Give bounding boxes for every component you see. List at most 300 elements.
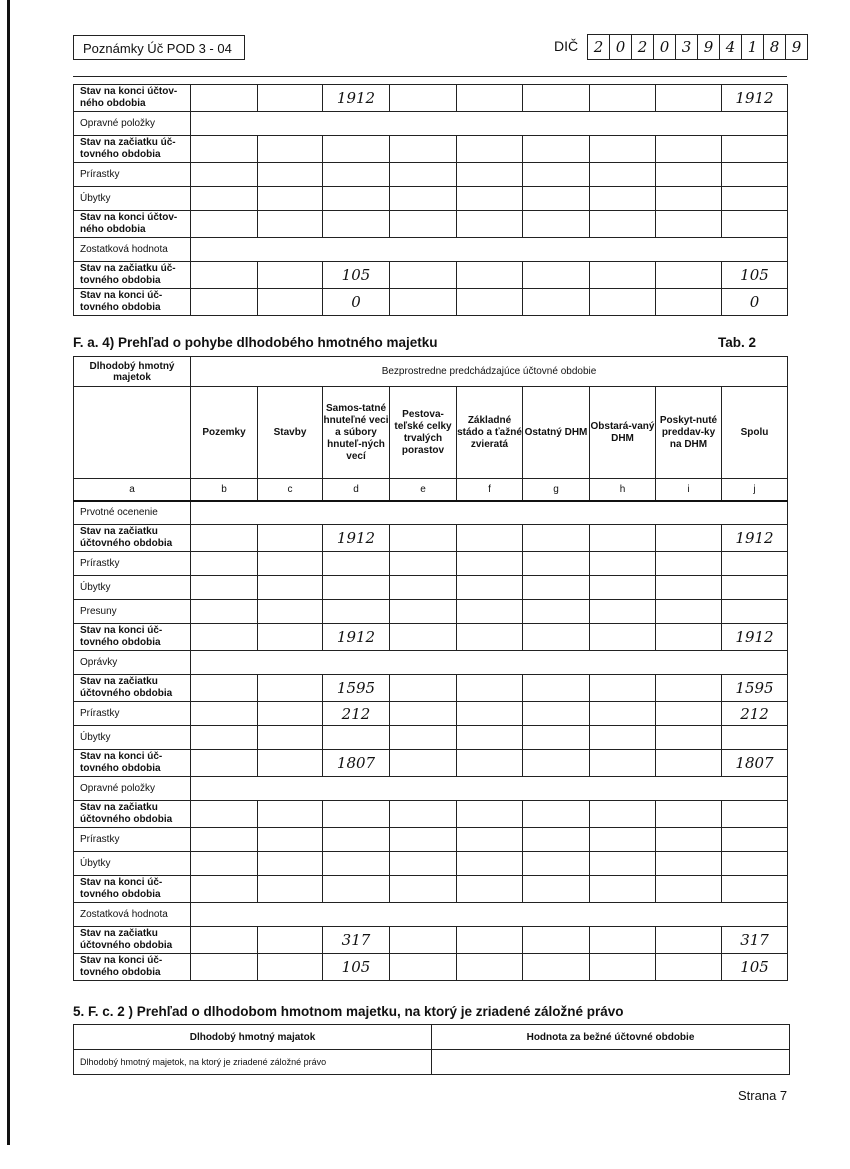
cell-f[interactable] — [457, 675, 523, 702]
row-label: Prírastky — [74, 702, 191, 726]
cell-d[interactable] — [323, 726, 390, 750]
pledge-table — [73, 1024, 790, 1075]
cell-i[interactable] — [656, 750, 722, 777]
period-header: Bezprostredne predchádzajúce účtovné obdobie — [191, 357, 788, 387]
cell-j[interactable] — [722, 552, 788, 576]
cell-i[interactable] — [656, 801, 722, 828]
span-cell — [191, 651, 788, 675]
cell-i[interactable] — [656, 525, 722, 552]
cell-e[interactable] — [390, 211, 457, 238]
row-label: Prírastky — [74, 552, 191, 576]
cell-d[interactable]: 1912 — [323, 85, 390, 112]
cell-h[interactable] — [590, 576, 656, 600]
row-label: Opravné položky — [74, 112, 191, 136]
cell-g[interactable] — [523, 163, 590, 187]
cell-d[interactable]: 1807 — [323, 750, 390, 777]
column-letter: b — [191, 479, 258, 501]
cell-j[interactable]: 1595 — [722, 675, 788, 702]
cell-g[interactable] — [523, 726, 590, 750]
table-row — [74, 828, 788, 852]
dic-digit[interactable]: 9 — [791, 38, 802, 56]
table-row — [74, 600, 788, 624]
cell-c[interactable] — [258, 187, 323, 211]
table-row — [74, 750, 788, 777]
cell-c[interactable] — [258, 702, 323, 726]
table-row — [74, 852, 788, 876]
cell-g[interactable] — [523, 828, 590, 852]
cell-d[interactable] — [323, 187, 390, 211]
table-row — [74, 525, 788, 552]
cell-c[interactable] — [258, 675, 323, 702]
cell-h[interactable] — [590, 163, 656, 187]
divider — [73, 76, 787, 77]
pledge-row-value[interactable] — [432, 1050, 790, 1075]
cell-f[interactable] — [457, 552, 523, 576]
cell-j[interactable]: 1807 — [722, 750, 788, 777]
cell-h[interactable] — [590, 750, 656, 777]
cell-c[interactable] — [258, 876, 323, 903]
cell-d[interactable] — [323, 163, 390, 187]
table-row — [74, 726, 788, 750]
cell-b[interactable] — [191, 876, 258, 903]
table-row — [74, 624, 788, 651]
span-cell — [191, 777, 788, 801]
cell-i[interactable] — [656, 702, 722, 726]
cell-g[interactable] — [523, 525, 590, 552]
cell-c[interactable] — [258, 750, 323, 777]
cell-e[interactable] — [390, 552, 457, 576]
cell-e[interactable] — [390, 876, 457, 903]
cell-h[interactable] — [590, 675, 656, 702]
cell-e[interactable] — [390, 954, 457, 981]
row-label: Stav na konci úč-tovného obdobia — [74, 750, 191, 777]
table-row — [74, 262, 788, 289]
empty-header — [74, 387, 191, 479]
table-row — [74, 702, 788, 726]
column-header: Spolu — [722, 387, 788, 479]
cell-j[interactable]: 105 — [722, 954, 788, 981]
pledge-title: 5. F. c. 2 ) Prehľad o dlhodobom hmotnom majetku, na ktorý je zriadené záložné právo — [73, 1004, 624, 1019]
continued-table — [73, 84, 788, 316]
cell-g[interactable] — [523, 675, 590, 702]
cell-e[interactable] — [390, 750, 457, 777]
cell-e[interactable] — [390, 927, 457, 954]
row-label: Prvotné ocenenie — [74, 501, 191, 525]
cell-h[interactable] — [590, 552, 656, 576]
cell-e[interactable] — [390, 525, 457, 552]
cell-c[interactable] — [258, 525, 323, 552]
cell-j[interactable] — [722, 600, 788, 624]
table-row — [74, 211, 788, 238]
cell-f[interactable] — [457, 876, 523, 903]
cell-j[interactable] — [722, 726, 788, 750]
row-label: Úbytky — [74, 187, 191, 211]
cell-b[interactable] — [191, 675, 258, 702]
dic-digit[interactable]: 0 — [610, 35, 632, 59]
cell-e[interactable] — [390, 852, 457, 876]
cell-d[interactable]: 105 — [323, 262, 390, 289]
cell-g[interactable] — [523, 187, 590, 211]
cell-b[interactable] — [191, 289, 258, 316]
table-row — [74, 876, 788, 903]
cell-f[interactable] — [457, 852, 523, 876]
cell-c[interactable] — [258, 954, 323, 981]
table-row — [74, 927, 788, 954]
cell-c[interactable] — [258, 828, 323, 852]
cell-g[interactable] — [523, 136, 590, 163]
cell-i[interactable] — [656, 675, 722, 702]
cell-c[interactable] — [258, 552, 323, 576]
table-row — [74, 801, 788, 828]
cell-h[interactable] — [590, 927, 656, 954]
cell-c[interactable] — [258, 927, 323, 954]
cell-h[interactable] — [590, 211, 656, 238]
dic-label: DIČ — [554, 38, 579, 54]
cell-f[interactable] — [457, 954, 523, 981]
table-row — [74, 576, 788, 600]
cell-g[interactable] — [523, 85, 590, 112]
cell-c[interactable] — [258, 211, 323, 238]
cell-f[interactable] — [457, 801, 523, 828]
cell-c[interactable] — [258, 136, 323, 163]
cell-h[interactable] — [590, 702, 656, 726]
cell-c[interactable] — [258, 801, 323, 828]
cell-i[interactable] — [656, 85, 722, 112]
cell-i[interactable] — [656, 211, 722, 238]
row-label: Stav na začiatku účtovného obdobia — [74, 525, 191, 552]
header-row — [74, 357, 788, 387]
column-header: Pestova-teľské celky trvalých porastov — [390, 387, 457, 479]
cell-c[interactable] — [258, 85, 323, 112]
cell-g[interactable] — [523, 852, 590, 876]
cell-e[interactable] — [390, 600, 457, 624]
cell-h[interactable] — [590, 525, 656, 552]
table-row — [74, 289, 788, 316]
cell-f[interactable] — [457, 85, 523, 112]
cell-j[interactable]: 105 — [722, 262, 788, 289]
column-header: Pozemky — [191, 387, 258, 479]
column-header: Základné stádo a ťažné zvieratá — [457, 387, 523, 479]
cell-b[interactable] — [191, 211, 258, 238]
cell-g[interactable] — [523, 954, 590, 981]
cell-d[interactable]: 1912 — [323, 525, 390, 552]
dic-digit[interactable]: 2 — [632, 35, 654, 59]
table-row — [74, 187, 788, 211]
cell-j[interactable] — [722, 187, 788, 211]
cell-g[interactable] — [523, 552, 590, 576]
cell-e[interactable] — [390, 675, 457, 702]
cell-i[interactable] — [656, 954, 722, 981]
column-header: Ostatný DHM — [523, 387, 590, 479]
cell-g[interactable] — [523, 289, 590, 316]
column-header: Stavby — [258, 387, 323, 479]
cell-e[interactable] — [390, 187, 457, 211]
cell-b[interactable] — [191, 750, 258, 777]
cell-i[interactable] — [656, 876, 722, 903]
page-number: Strana 7 — [738, 1088, 788, 1103]
cell-j[interactable] — [722, 876, 788, 903]
table-row — [74, 552, 788, 576]
cell-f[interactable] — [457, 828, 523, 852]
cell-b[interactable] — [191, 525, 258, 552]
cell-f[interactable] — [457, 600, 523, 624]
column-letter: f — [457, 479, 523, 501]
column-letter: j — [722, 479, 788, 501]
table-row — [74, 903, 788, 927]
cell-g[interactable] — [523, 262, 590, 289]
cell-c[interactable] — [258, 163, 323, 187]
cell-b[interactable] — [191, 624, 258, 651]
cell-d[interactable]: 105 — [323, 954, 390, 981]
cell-c[interactable] — [258, 726, 323, 750]
cell-h[interactable] — [590, 187, 656, 211]
cell-g[interactable] — [523, 624, 590, 651]
column-header: Poskyt-nuté preddav-ky na DHM — [656, 387, 722, 479]
cell-i[interactable] — [656, 163, 722, 187]
row-label: Opravné položky — [74, 777, 191, 801]
row-label: Stav na konci účtov-ného obdobia — [74, 211, 191, 238]
tab2-title: F. a. 4) Prehľad o pohybe dlhodobého hmotného majetku — [73, 335, 438, 350]
row-label: Stav na začiatku účtovného obdobia — [74, 927, 191, 954]
cell-i[interactable] — [656, 726, 722, 750]
row-label: Stav na začiatku úč-tovného obdobia — [74, 262, 191, 289]
cell-d[interactable] — [323, 211, 390, 238]
cell-f[interactable] — [457, 927, 523, 954]
row-label: Stav na konci úč-tovného obdobia — [74, 624, 191, 651]
cell-d[interactable] — [323, 801, 390, 828]
cell-d[interactable]: 212 — [323, 702, 390, 726]
table-row — [74, 777, 788, 801]
row-label: Prírastky — [74, 163, 191, 187]
cell-j[interactable] — [722, 163, 788, 187]
cell-d[interactable] — [323, 876, 390, 903]
cell-b[interactable] — [191, 954, 258, 981]
cell-c[interactable] — [258, 600, 323, 624]
cell-j[interactable] — [722, 828, 788, 852]
cell-j[interactable] — [722, 801, 788, 828]
cell-c[interactable] — [258, 262, 323, 289]
cell-b[interactable] — [191, 828, 258, 852]
cell-b[interactable] — [191, 600, 258, 624]
cell-h[interactable] — [590, 624, 656, 651]
cell-f[interactable] — [457, 576, 523, 600]
span-cell — [191, 501, 788, 525]
cell-d[interactable] — [323, 600, 390, 624]
cell-f[interactable] — [457, 289, 523, 316]
cell-i[interactable] — [656, 828, 722, 852]
cell-g[interactable] — [523, 927, 590, 954]
cell-j[interactable]: 1912 — [722, 525, 788, 552]
pledge-col1-header: Dlhodobý hmotný majatok — [74, 1025, 432, 1050]
cell-j[interactable] — [722, 136, 788, 163]
dic-digit[interactable]: 1 — [742, 35, 764, 59]
cell-h[interactable] — [590, 828, 656, 852]
cell-h[interactable] — [590, 600, 656, 624]
row-label: Stav na začiatku účtovného obdobia — [74, 675, 191, 702]
cell-d[interactable] — [323, 828, 390, 852]
page-edge — [7, 0, 10, 1145]
cell-i[interactable] — [656, 576, 722, 600]
cell-b[interactable] — [191, 726, 258, 750]
table-row — [74, 112, 788, 136]
column-letter: g — [523, 479, 590, 501]
cell-f[interactable] — [457, 163, 523, 187]
cell-i[interactable] — [656, 552, 722, 576]
span-cell — [191, 112, 788, 136]
cell-h[interactable] — [590, 85, 656, 112]
cell-g[interactable] — [523, 576, 590, 600]
table-row — [74, 136, 788, 163]
cell-g[interactable] — [523, 750, 590, 777]
cell-d[interactable] — [323, 552, 390, 576]
cell-d[interactable]: 1912 — [323, 624, 390, 651]
table-row — [74, 238, 788, 262]
form-title: Poznámky Úč POD 3 - 04 — [73, 35, 245, 60]
table-row — [74, 651, 788, 675]
dic-digit[interactable]: 3 — [676, 35, 698, 59]
row-label: Oprávky — [74, 651, 191, 675]
cell-d[interactable]: 317 — [323, 927, 390, 954]
tab2-table — [73, 356, 788, 981]
dic-digit[interactable]: 0 — [654, 35, 676, 59]
cell-f[interactable] — [457, 211, 523, 238]
cell-e[interactable] — [390, 136, 457, 163]
cell-c[interactable] — [258, 289, 323, 316]
column-letter: a — [74, 479, 191, 501]
dic-digit[interactable]: 2 — [588, 35, 610, 59]
table-row — [74, 501, 788, 525]
cell-e[interactable] — [390, 828, 457, 852]
cell-i[interactable] — [656, 852, 722, 876]
cell-i[interactable] — [656, 600, 722, 624]
cell-j[interactable]: 1912 — [722, 624, 788, 651]
cell-d[interactable]: 1595 — [323, 675, 390, 702]
column-letter: d — [323, 479, 390, 501]
cell-b[interactable] — [191, 801, 258, 828]
cell-b[interactable] — [191, 262, 258, 289]
row-label: Stav na začiatku úč-tovného obdobia — [74, 136, 191, 163]
column-letter: h — [590, 479, 656, 501]
tab-label: Tab. 2 — [718, 335, 757, 350]
cell-g[interactable] — [523, 801, 590, 828]
span-cell — [191, 238, 788, 262]
dic-digit[interactable]: 4 — [720, 35, 742, 59]
cell-e[interactable] — [390, 163, 457, 187]
column-header-row — [74, 387, 788, 479]
cell-b[interactable] — [191, 852, 258, 876]
cell-f[interactable] — [457, 726, 523, 750]
cell-f[interactable] — [457, 525, 523, 552]
cell-i[interactable] — [656, 927, 722, 954]
cell-f[interactable] — [457, 624, 523, 651]
cell-j[interactable] — [722, 852, 788, 876]
table-row — [74, 954, 788, 981]
cell-g[interactable] — [523, 876, 590, 903]
cell-d[interactable] — [323, 852, 390, 876]
cell-e[interactable] — [390, 262, 457, 289]
cell-b[interactable] — [191, 187, 258, 211]
cell-d[interactable]: 0 — [323, 289, 390, 316]
cell-b[interactable] — [191, 702, 258, 726]
cell-i[interactable] — [656, 289, 722, 316]
cell-h[interactable] — [590, 726, 656, 750]
cell-f[interactable] — [457, 262, 523, 289]
column-letter: e — [390, 479, 457, 501]
cell-b[interactable] — [191, 552, 258, 576]
row-label: Stav na konci úč-tovného obdobia — [74, 876, 191, 903]
cell-h[interactable] — [590, 954, 656, 981]
cell-b[interactable] — [191, 163, 258, 187]
dic-field — [587, 34, 808, 60]
row-label: Úbytky — [74, 726, 191, 750]
cell-i[interactable] — [656, 136, 722, 163]
corner-header: Dlhodobý hmotný majetok — [74, 357, 191, 387]
cell-e[interactable] — [390, 702, 457, 726]
column-letter: i — [656, 479, 722, 501]
cell-h[interactable] — [590, 289, 656, 316]
cell-d[interactable] — [323, 136, 390, 163]
row-label: Stav na konci účtov-ného obdobia — [74, 85, 191, 112]
dic-digit[interactable]: 9 — [698, 35, 720, 59]
cell-e[interactable] — [390, 289, 457, 316]
cell-j[interactable]: 0 — [722, 289, 788, 316]
cell-b[interactable] — [191, 85, 258, 112]
row-label: Zostatková hodnota — [74, 238, 191, 262]
cell-h[interactable] — [590, 801, 656, 828]
cell-h[interactable] — [590, 852, 656, 876]
cell-d[interactable] — [323, 576, 390, 600]
row-label: Prírastky — [74, 828, 191, 852]
cell-f[interactable] — [457, 702, 523, 726]
cell-e[interactable] — [390, 576, 457, 600]
cell-e[interactable] — [390, 624, 457, 651]
cell-h[interactable] — [590, 876, 656, 903]
cell-f[interactable] — [457, 136, 523, 163]
cell-g[interactable] — [523, 211, 590, 238]
cell-c[interactable] — [258, 624, 323, 651]
cell-g[interactable] — [523, 600, 590, 624]
cell-f[interactable] — [457, 750, 523, 777]
cell-i[interactable] — [656, 624, 722, 651]
cell-e[interactable] — [390, 85, 457, 112]
cell-j[interactable]: 317 — [722, 927, 788, 954]
pledge-col2-header: Hodnota za bežné účtovné obdobie — [432, 1025, 790, 1050]
cell-c[interactable] — [258, 852, 323, 876]
cell-f[interactable] — [457, 187, 523, 211]
row-label: Úbytky — [74, 852, 191, 876]
cell-h[interactable] — [590, 262, 656, 289]
cell-j[interactable]: 1912 — [722, 85, 788, 112]
row-label: Stav na konci úč-tovného obdobia — [74, 289, 191, 316]
column-header: Samos-tatné hnuteľné veci a súbory hnuteľ-ných vecí — [323, 387, 390, 479]
cell-e[interactable] — [390, 726, 457, 750]
cell-j[interactable] — [722, 576, 788, 600]
cell-j[interactable] — [722, 211, 788, 238]
cell-b[interactable] — [191, 576, 258, 600]
cell-i[interactable] — [656, 262, 722, 289]
cell-c[interactable] — [258, 576, 323, 600]
cell-b[interactable] — [191, 927, 258, 954]
cell-i[interactable] — [656, 187, 722, 211]
cell-b[interactable] — [191, 136, 258, 163]
dic-digit[interactable]: 8 — [764, 35, 786, 59]
cell-h[interactable] — [590, 136, 656, 163]
cell-g[interactable] — [523, 702, 590, 726]
cell-j[interactable]: 212 — [722, 702, 788, 726]
table-row — [74, 163, 788, 187]
cell-e[interactable] — [390, 801, 457, 828]
row-label: Presuny — [74, 600, 191, 624]
